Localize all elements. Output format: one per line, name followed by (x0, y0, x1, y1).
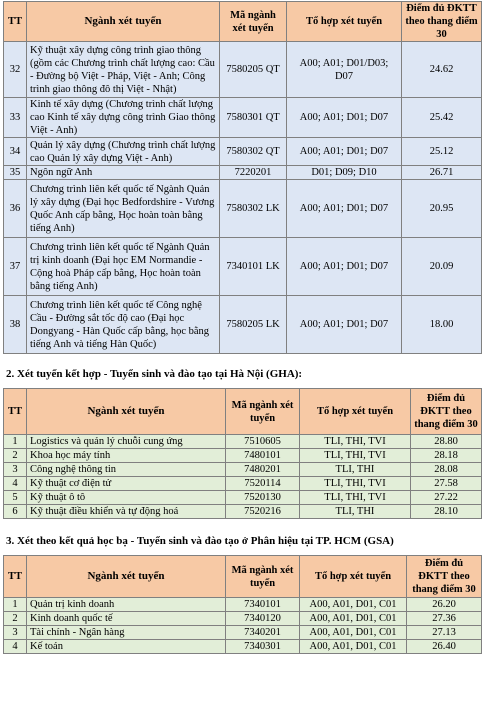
table-row (4, 598, 482, 612)
row-number: 4 (4, 640, 27, 654)
subject-combination: A00; A01; D01; D07 (287, 180, 402, 238)
header-major: Ngành xét tuyển (27, 556, 226, 598)
threshold-score: 26.71 (402, 166, 482, 180)
section-3-heading: 3. Xét theo kết quả học bạ - Tuyển sinh và đào tạo ở Phân hiệu tại TP. HCM (GSA) (6, 535, 394, 547)
major-name: Logistics và quản lý chuỗi cung ứng (27, 435, 226, 449)
row-number: 34 (4, 138, 27, 166)
header-score: Điểm đủ ĐKTT theo thang điểm 30 (402, 2, 482, 42)
major-code: 7340201 (226, 626, 300, 640)
major-name: Ngôn ngữ Anh (27, 166, 220, 180)
row-number: 36 (4, 180, 27, 238)
table-row (4, 435, 482, 449)
major-name: Quản trị kinh doanh (27, 598, 226, 612)
threshold-score: 28.10 (411, 505, 482, 519)
threshold-score: 24.62 (402, 42, 482, 98)
subject-combination: TLI, THI, TVI (300, 477, 411, 491)
major-code: 7580302 LK (220, 180, 287, 238)
table-row (4, 505, 482, 519)
table-header-row (4, 556, 482, 598)
major-code: 7340120 (226, 612, 300, 626)
header-code: Mã ngành xét tuyển (226, 389, 300, 435)
subject-combination: TLI, THI (300, 463, 411, 477)
subject-combination: A00; A01; D01; D07 (287, 296, 402, 354)
threshold-score: 20.95 (402, 180, 482, 238)
subject-combination: D01; D09; D10 (287, 166, 402, 180)
subject-combination: A00; A01; D01; D07 (287, 138, 402, 166)
major-code: 7480101 (226, 449, 300, 463)
admission-table-gsa (3, 555, 482, 654)
table-row (4, 477, 482, 491)
table-row (4, 180, 482, 238)
subject-combination: A00, A01, D01, C01 (300, 598, 407, 612)
header-combination: Tổ hợp xét tuyển (300, 556, 407, 598)
table-row (4, 640, 482, 654)
row-number: 33 (4, 98, 27, 138)
major-name: Tài chính - Ngân hàng (27, 626, 226, 640)
row-number: 6 (4, 505, 27, 519)
row-number: 5 (4, 491, 27, 505)
header-tt: TT (4, 389, 27, 435)
major-name: Chương trình liên kết quốc tế Ngành Quản trị kinh doanh (Đại học EM Normandie - Cộng hoà Pháp cấp bằng, Học hoàn toàn bằng tiếng Anh) (27, 238, 220, 296)
row-number: 2 (4, 612, 27, 626)
subject-combination: A00; A01; D01; D07 (287, 238, 402, 296)
subject-combination: A00, A01, D01, C01 (300, 626, 407, 640)
table-row (4, 296, 482, 354)
major-code: 7220201 (220, 166, 287, 180)
threshold-score: 28.18 (411, 449, 482, 463)
admission-table-gha (3, 388, 482, 519)
major-code: 7340301 (226, 640, 300, 654)
table-row (4, 98, 482, 138)
table-row (4, 238, 482, 296)
row-number: 3 (4, 463, 27, 477)
major-code: 7340101 LK (220, 238, 287, 296)
threshold-score: 27.36 (407, 612, 482, 626)
major-code: 7520216 (226, 505, 300, 519)
subject-combination: A00, A01, D01, C01 (300, 612, 407, 626)
subject-combination: TLI, THI, TVI (300, 435, 411, 449)
row-number: 4 (4, 477, 27, 491)
major-code: 7520130 (226, 491, 300, 505)
major-name: Công nghệ thông tin (27, 463, 226, 477)
row-number: 38 (4, 296, 27, 354)
header-tt: TT (4, 2, 27, 42)
threshold-score: 27.13 (407, 626, 482, 640)
admission-table-main (3, 1, 482, 354)
table-header-row (4, 389, 482, 435)
major-code: 7480201 (226, 463, 300, 477)
header-code: Mã ngành xét tuyển (226, 556, 300, 598)
major-code: 7580205 QT (220, 42, 287, 98)
row-number: 35 (4, 166, 27, 180)
subject-combination: A00, A01, D01, C01 (300, 640, 407, 654)
major-name: Kỹ thuật xây dựng công trình giao thông (gồm các Chương trình chất lượng cao: Cầu - Đường bộ Việt - Pháp, Việt - Anh; Công trình giao thông đô thị Việt - Nhật) (27, 42, 220, 98)
table-row (4, 449, 482, 463)
major-name: Chương trình liên kết quốc tế Ngành Quản lý xây dựng (Đại học Bedfordshire - Vương Quốc Anh cấp bằng, Học hoàn toàn bằng tiếng Anh) (27, 180, 220, 238)
table-row (4, 626, 482, 640)
header-tt: TT (4, 556, 27, 598)
table-row (4, 612, 482, 626)
major-code: 7580302 QT (220, 138, 287, 166)
section-2-heading: 2. Xét tuyển kết hợp - Tuyển sinh và đào tạo tại Hà Nội (GHA): (6, 368, 303, 380)
threshold-score: 27.58 (411, 477, 482, 491)
row-number: 3 (4, 626, 27, 640)
threshold-score: 25.12 (402, 138, 482, 166)
row-number: 1 (4, 435, 27, 449)
table-row (4, 138, 482, 166)
table-header-row (4, 2, 482, 42)
header-major: Ngành xét tuyển (27, 389, 226, 435)
major-code: 7340101 (226, 598, 300, 612)
major-code: 7580205 LK (220, 296, 287, 354)
threshold-score: 26.20 (407, 598, 482, 612)
major-name: Kinh doanh quốc tế (27, 612, 226, 626)
major-name: Khoa học máy tính (27, 449, 226, 463)
major-name: Kế toán (27, 640, 226, 654)
row-number: 37 (4, 238, 27, 296)
header-score: Điểm đủ ĐKTT theo thang điểm 30 (411, 389, 482, 435)
header-combination: Tổ hợp xét tuyển (287, 2, 402, 42)
header-score: Điểm đủ ĐKTT theo thang điểm 30 (407, 556, 482, 598)
row-number: 32 (4, 42, 27, 98)
major-name: Kinh tế xây dựng (Chương trình chất lượng cao Kinh tế xây dựng công trình Giao thông Việt - Anh) (27, 98, 220, 138)
threshold-score: 20.09 (402, 238, 482, 296)
row-number: 1 (4, 598, 27, 612)
header-combination: Tổ hợp xét tuyển (300, 389, 411, 435)
major-name: Kỹ thuật cơ điện tử (27, 477, 226, 491)
row-number: 2 (4, 449, 27, 463)
major-name: Chương trình liên kết quốc tế Công nghệ Cầu - Đường sắt tốc độ cao (Đại học Dongyang - Hàn Quốc cấp bằng, học bằng tiếng Anh và tiếng Hàn Quốc) (27, 296, 220, 354)
major-name: Kỹ thuật ô tô (27, 491, 226, 505)
table-row (4, 42, 482, 98)
major-name: Kỹ thuật điều khiển và tự động hoá (27, 505, 226, 519)
table-row (4, 166, 482, 180)
major-code: 7510605 (226, 435, 300, 449)
subject-combination: TLI, THI (300, 505, 411, 519)
table-row (4, 491, 482, 505)
subject-combination: TLI, THI, TVI (300, 449, 411, 463)
major-code: 7520114 (226, 477, 300, 491)
threshold-score: 28.08 (411, 463, 482, 477)
threshold-score: 27.22 (411, 491, 482, 505)
header-code: Mã ngành xét tuyển (220, 2, 287, 42)
major-name: Quản lý xây dựng (Chương trình chất lượng cao Quản lý xây dựng Việt - Anh) (27, 138, 220, 166)
major-code: 7580301 QT (220, 98, 287, 138)
subject-combination: TLI, THI, TVI (300, 491, 411, 505)
threshold-score: 25.42 (402, 98, 482, 138)
threshold-score: 26.40 (407, 640, 482, 654)
header-major: Ngành xét tuyển (27, 2, 220, 42)
table-row (4, 463, 482, 477)
threshold-score: 18.00 (402, 296, 482, 354)
subject-combination: A00; A01; D01/D03; D07 (287, 42, 402, 98)
threshold-score: 28.80 (411, 435, 482, 449)
subject-combination: A00; A01; D01; D07 (287, 98, 402, 138)
